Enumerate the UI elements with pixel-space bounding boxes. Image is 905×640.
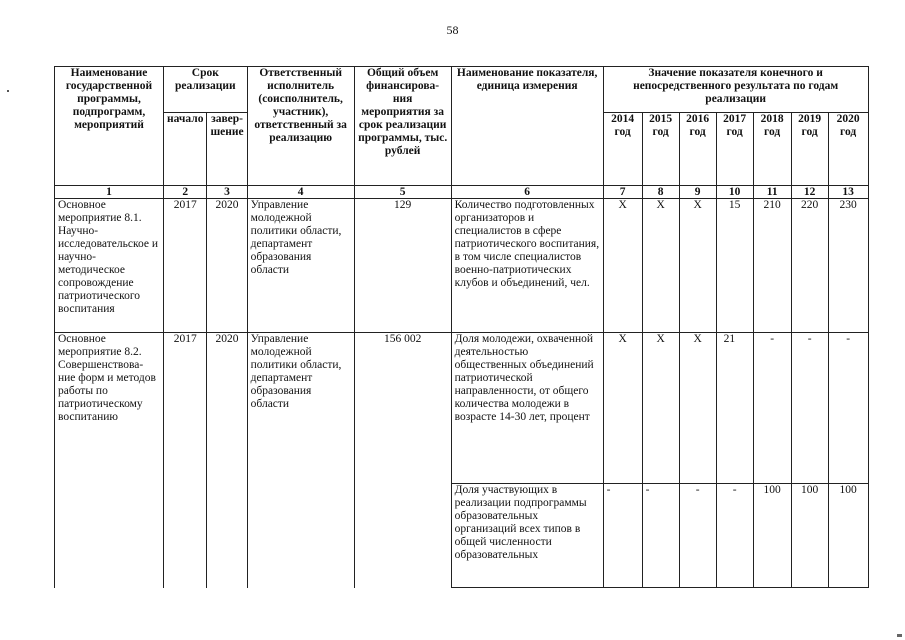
program-name-cell: Основное мероприятие 8.1. Научно-исследовательское и научно-методическое сопровождение патриотического воспитания	[55, 199, 164, 333]
value-cell: -	[603, 484, 642, 588]
end-year-cell: 2020	[207, 333, 247, 588]
indicator-cell: Доля молодежи, охваченной деятельностью общественных объединений патриотической направленности, от общего количества молодежи в возрасте 14-30 лет, процент	[451, 333, 603, 484]
end-year-cell: 2020	[207, 199, 247, 333]
value-cell: X	[642, 333, 679, 484]
indicators-table	[54, 66, 869, 588]
program-name-cell: Основное мероприятие 8.2. Совершенствова-ние форм и методов работы по патриотическому воспитанию	[55, 333, 164, 588]
page-number: 58	[446, 23, 459, 37]
column-number: 11	[753, 186, 791, 199]
value-cell: 100	[828, 484, 868, 588]
funding-cell: 156 002	[354, 333, 451, 588]
funding-cell: 129	[354, 199, 451, 333]
indicator-cell: Доля участвующих в реализации подпрограммы образовательных организаций всех типов в общей численности образовательных	[451, 484, 603, 588]
indicator-cell: Количество подготовленных организаторов и специалистов в сфере патриотического воспитания, в том числе специалистов военно-патриотических клубов и объединений, чел.	[451, 199, 603, 333]
column-number: 2	[164, 186, 207, 199]
column-number: 1	[55, 186, 164, 199]
value-cell: 220	[791, 199, 828, 333]
header-year-2016: 2016 год	[679, 113, 716, 186]
header-year-2020: 2020 год	[828, 113, 868, 186]
header-values-title: Значение показателя конечного и непосредственного результата по годам реализации	[603, 67, 868, 113]
header-period-start: начало	[164, 113, 207, 186]
column-number: 3	[207, 186, 247, 199]
value-cell: -	[716, 484, 753, 588]
value-cell: X	[603, 333, 642, 484]
column-number: 5	[354, 186, 451, 199]
value-cell: 100	[791, 484, 828, 588]
header-year-2014: 2014 год	[603, 113, 642, 186]
column-number: 4	[247, 186, 354, 199]
column-number: 6	[451, 186, 603, 199]
executor-cell: Управление молодежной политики области, департамент образования области	[247, 199, 354, 333]
header-program-name: Наименование государственной программы, подпрограмм, мероприятий	[55, 67, 164, 186]
margin-mark	[7, 90, 9, 92]
value-cell: 210	[753, 199, 791, 333]
header-year-2018: 2018 год	[753, 113, 791, 186]
executor-cell: Управление молодежной политики области, департамент образования области	[247, 333, 354, 588]
column-number: 10	[716, 186, 753, 199]
value-cell: X	[679, 333, 716, 484]
header-executor: Ответственный исполнитель (соисполнитель, участник), ответственный за реализацию	[247, 67, 354, 186]
column-number: 9	[679, 186, 716, 199]
value-cell: -	[679, 484, 716, 588]
start-year-cell: 2017	[164, 333, 207, 588]
value-cell: 230	[828, 199, 868, 333]
header-year-2019: 2019 год	[791, 113, 828, 186]
start-year-cell: 2017	[164, 199, 207, 333]
value-cell: 100	[753, 484, 791, 588]
value-cell: -	[642, 484, 679, 588]
header-indicator: Наименование показателя, единица измерения	[451, 67, 603, 186]
column-number: 13	[828, 186, 868, 199]
value-cell: 21	[716, 333, 753, 484]
header-year-2015: 2015 год	[642, 113, 679, 186]
header-period-end: завер-шение	[207, 113, 247, 186]
column-number: 7	[603, 186, 642, 199]
value-cell: -	[753, 333, 791, 484]
table-row	[55, 333, 869, 484]
header-funding: Общий объем финансирова-ния мероприятия за срок реализации программы, тыс. рублей	[354, 67, 451, 186]
corner-mark	[897, 634, 902, 637]
column-number: 12	[791, 186, 828, 199]
value-cell: -	[828, 333, 868, 484]
value-cell: 15	[716, 199, 753, 333]
value-cell: -	[791, 333, 828, 484]
value-cell: X	[603, 199, 642, 333]
header-year-2017: 2017 год	[716, 113, 753, 186]
header-period: Срок реализации	[164, 67, 248, 113]
column-number: 8	[642, 186, 679, 199]
table-row	[55, 199, 869, 333]
value-cell: X	[679, 199, 716, 333]
value-cell: X	[642, 199, 679, 333]
